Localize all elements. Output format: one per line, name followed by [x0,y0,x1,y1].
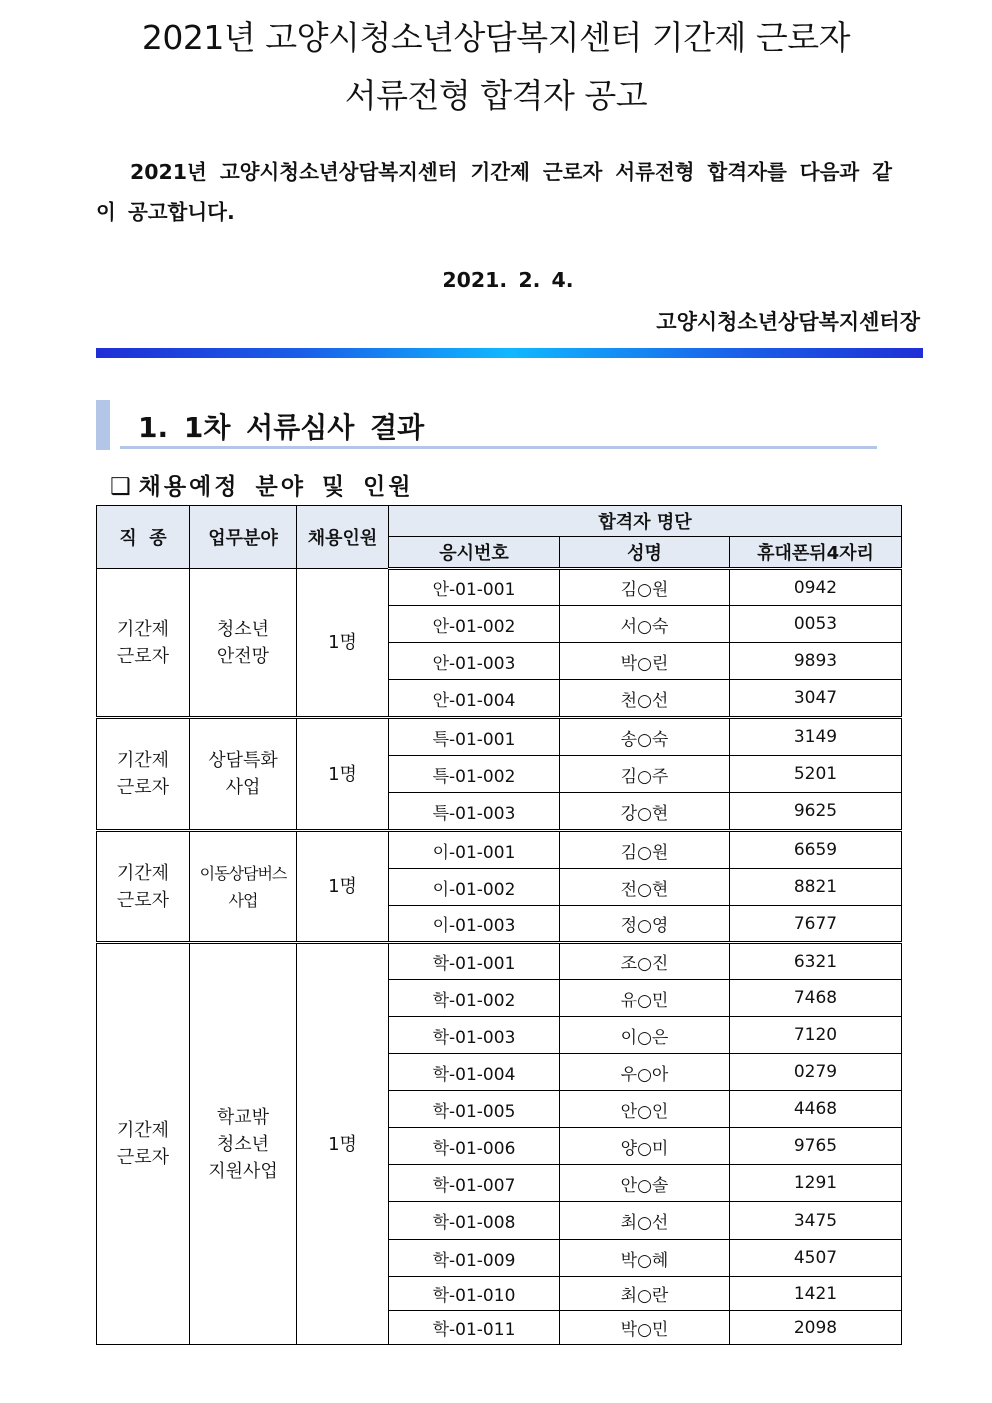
cell-app-no: 학-01-001 [389,943,560,980]
cell-name: 김○주 [560,756,730,793]
header-job-type: 직 종 [97,506,190,569]
cell-phone: 9625 [730,793,902,831]
cell-app-no: 학-01-003 [389,1017,560,1054]
cell-phone: 7677 [730,906,902,943]
cell-job-type: 기간제 근로자 [97,718,190,831]
cell-app-no: 학-01-010 [389,1277,560,1311]
cell-phone: 6321 [730,943,902,980]
table-row [97,718,902,756]
doc-title-line2: 서류전형 합격자 공고 [344,76,648,115]
cell-app-no: 특-01-001 [389,718,560,756]
cell-name: 최○란 [560,1277,730,1311]
table-row [97,569,902,606]
cell-app-no: 학-01-009 [389,1240,560,1277]
cell-phone: 8821 [730,869,902,906]
cell-app-no: 안-01-001 [389,569,560,606]
cell-app-no: 이-01-002 [389,869,560,906]
cell-phone: 2098 [730,1311,902,1345]
header-phone: 휴대폰뒤4자리 [730,537,902,569]
cell-job-type: 기간제 근로자 [97,943,190,1345]
cell-name: 유○민 [560,980,730,1017]
cell-name: 양○미 [560,1128,730,1165]
cell-app-no: 학-01-008 [389,1202,560,1240]
cell-name: 최○선 [560,1202,730,1240]
section-accent-bar [96,400,110,450]
subheading [110,468,414,501]
cell-phone: 3475 [730,1202,902,1240]
cell-app-no: 학-01-007 [389,1165,560,1202]
cell-app-no: 특-01-002 [389,756,560,793]
table-row [97,943,902,980]
cell-phone: 4507 [730,1240,902,1277]
cell-phone: 5201 [730,756,902,793]
cell-app-no: 학-01-002 [389,980,560,1017]
cell-app-no: 특-01-003 [389,793,560,831]
results-table [96,505,902,1345]
cell-phone: 7468 [730,980,902,1017]
cell-field: 상담특화 사업 [190,718,297,831]
cell-phone: 0053 [730,606,902,643]
cell-name: 김○원 [560,831,730,869]
cell-name: 송○숙 [560,718,730,756]
cell-phone: 1421 [730,1277,902,1311]
cell-phone: 9893 [730,643,902,680]
cell-name: 천○선 [560,680,730,718]
cell-phone: 0279 [730,1054,902,1091]
cell-phone: 1291 [730,1165,902,1202]
cell-field: 청소년 안전망 [190,569,297,718]
cell-job-type: 기간제 근로자 [97,569,190,718]
cell-app-no: 이-01-001 [389,831,560,869]
cell-phone: 7120 [730,1017,902,1054]
header-quota: 채용인원 [297,506,389,569]
cell-name: 우○아 [560,1054,730,1091]
subheading-text: 채용예정 분야 및 인원 [138,474,414,500]
doc-title-line1: 2021년 고양시청소년상담복지센터 기간제 근로자 [141,18,851,57]
cell-name: 조○진 [560,943,730,980]
cell-name: 서○숙 [560,606,730,643]
cell-quota: 1명 [297,831,389,943]
header-field: 업무분야 [190,506,297,569]
divider-gradient-bar [96,348,923,358]
cell-name: 박○혜 [560,1240,730,1277]
cell-app-no: 안-01-004 [389,680,560,718]
header-app-no: 응시번호 [389,537,560,569]
cell-phone: 4468 [730,1091,902,1128]
cell-name: 정○영 [560,906,730,943]
cell-app-no: 학-01-004 [389,1054,560,1091]
cell-phone: 0942 [730,569,902,606]
cell-app-no: 학-01-011 [389,1311,560,1345]
intro-text: 2021년 고양시청소년상담복지센터 기간제 근로자 서류전형 합격자를 다음과 같이 공고합니다. [96,160,892,224]
cell-name: 박○린 [560,643,730,680]
cell-app-no: 학-01-005 [389,1091,560,1128]
cell-app-no: 안-01-003 [389,643,560,680]
section-underline [120,446,877,449]
intro-paragraph [96,152,892,232]
cell-quota: 1명 [297,943,389,1345]
cell-quota: 1명 [297,569,389,718]
cell-phone: 9765 [730,1128,902,1165]
cell-name: 김○원 [560,569,730,606]
cell-name: 안○인 [560,1091,730,1128]
cell-job-type: 기간제 근로자 [97,831,190,943]
checkbox-bullet-icon: ❑ [110,474,131,500]
announcement-date: 2021. 2. 4. [442,268,574,292]
table-row [97,831,902,869]
issuer-name: 고양시청소년상담복지센터장 [656,310,920,334]
cell-name: 전○현 [560,869,730,906]
header-passers: 합격자 명단 [389,506,902,537]
cell-phone: 6659 [730,831,902,869]
cell-name: 박○민 [560,1311,730,1345]
results-table-body [97,569,902,1345]
cell-name: 강○현 [560,793,730,831]
cell-name: 이○은 [560,1017,730,1054]
section-title: 1. 1차 서류심사 결과 [138,411,425,444]
cell-quota: 1명 [297,718,389,831]
cell-name: 안○솔 [560,1165,730,1202]
cell-field: 이동상담버스 사업 [190,831,297,943]
cell-app-no: 이-01-003 [389,906,560,943]
header-name: 성명 [560,537,730,569]
cell-app-no: 학-01-006 [389,1128,560,1165]
cell-field: 학교밖 청소년 지원사업 [190,943,297,1345]
cell-phone: 3047 [730,680,902,718]
cell-phone: 3149 [730,718,902,756]
cell-app-no: 안-01-002 [389,606,560,643]
